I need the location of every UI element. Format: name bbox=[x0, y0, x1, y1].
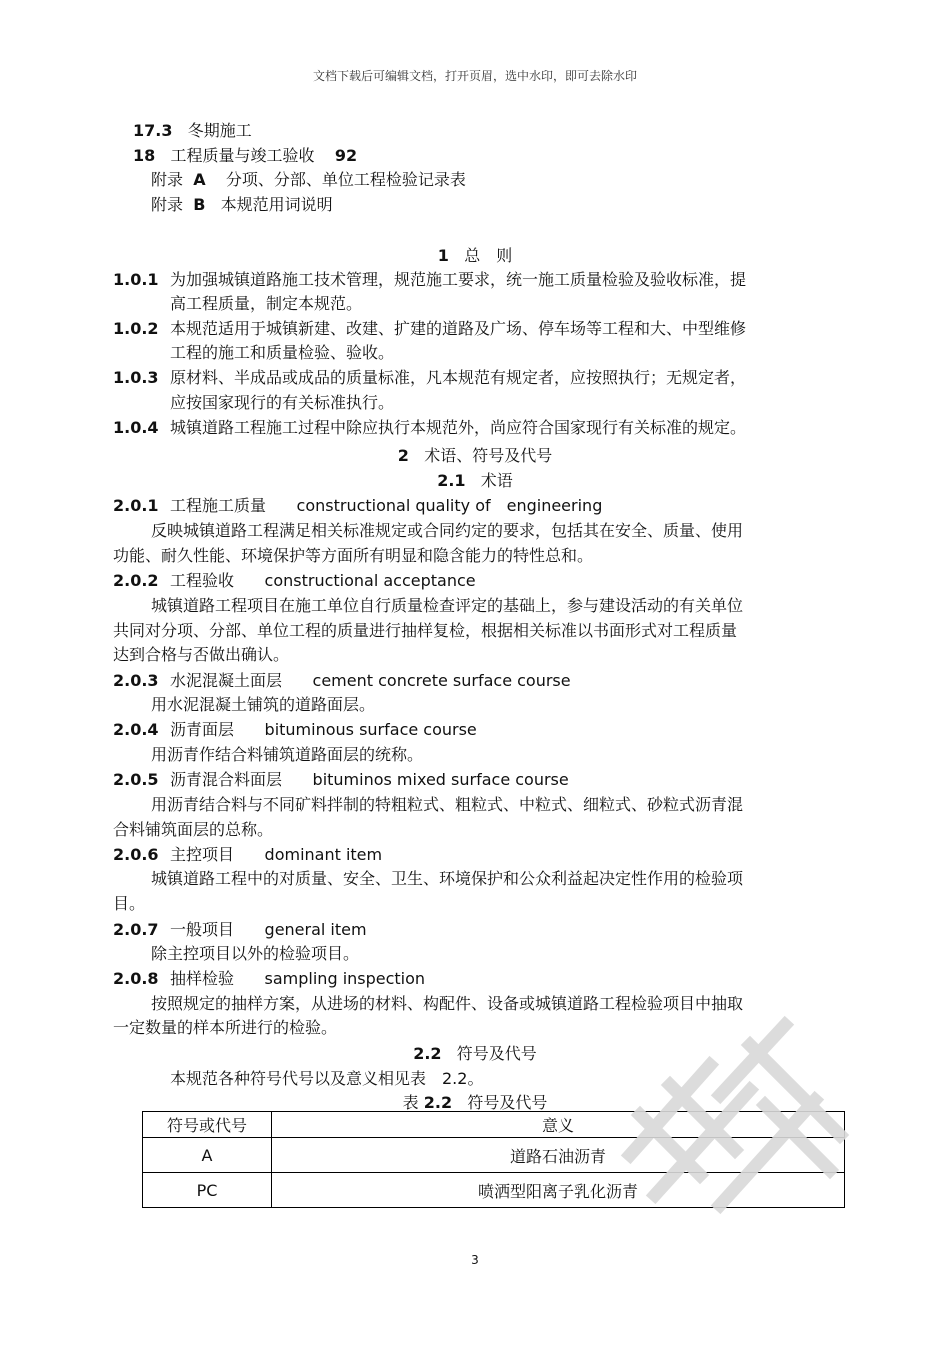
section-intro: 本规范各种符号代号以及意义相见表 2.2。 bbox=[170, 1069, 484, 1088]
section-num: 2.1 bbox=[437, 471, 466, 490]
toc-title: 工程质量与竣工验收 bbox=[170, 146, 315, 165]
term-en: constructional acceptance bbox=[264, 571, 476, 590]
term-en: general item bbox=[264, 920, 367, 939]
clause-text: 为加强城镇道路施工技术管理，规范施工要求，统一施工质量检验及验收标准，提 bbox=[170, 270, 747, 289]
term-cn: 一般项目 bbox=[170, 920, 235, 939]
term-en: constructional quality of engineering bbox=[296, 496, 603, 515]
term-definition: 用沥青作结合料铺筑道路面层的统称。 bbox=[151, 745, 424, 764]
term-num: 2.0.6 bbox=[113, 845, 159, 864]
toc-entry bbox=[133, 118, 252, 141]
chapter-1-heading bbox=[0, 243, 950, 266]
term-definition: 反映城镇道路工程满足相关标准规定或合同约定的要求，包括其在安全、质量、使用 bbox=[151, 521, 744, 540]
clause-num: 1.0.3 bbox=[113, 368, 159, 387]
toc-prefix: 附录 bbox=[151, 195, 184, 214]
page-number: 3 bbox=[471, 1253, 479, 1267]
clause-continuation: 应按国家现行的有关标准执行。 bbox=[170, 393, 395, 412]
chapter-2-heading bbox=[0, 443, 950, 466]
term-definition: 除主控项目以外的检验项目。 bbox=[151, 944, 360, 963]
table-header-cell: 符号或代号 bbox=[143, 1112, 272, 1138]
term-definition: 用水泥混凝土铺筑的道路面层。 bbox=[151, 695, 376, 714]
term-en: sampling inspection bbox=[264, 969, 426, 988]
term-2-0-2 bbox=[113, 568, 476, 591]
toc-title: 分项、分部、单位工程检验记录表 bbox=[225, 170, 466, 189]
section-2-1-heading bbox=[0, 468, 950, 491]
toc-num: 18 bbox=[133, 146, 156, 165]
clause-continuation: 高工程质量，制定本规范。 bbox=[170, 294, 363, 313]
section-num: 2.2 bbox=[413, 1044, 442, 1063]
toc-num: A bbox=[193, 170, 206, 189]
term-2-0-3 bbox=[113, 668, 571, 691]
term-2-0-5 bbox=[113, 767, 569, 790]
section-title: 术语 bbox=[480, 471, 513, 490]
term-definition: 按照规定的抽样方案，从进场的材料、构配件、设备或城镇道路工程检验项目中抽取 bbox=[151, 994, 744, 1013]
term-2-0-7 bbox=[113, 917, 367, 940]
chapter-title: 术语、符号及代号 bbox=[424, 446, 553, 465]
clause-1-0-3 bbox=[113, 368, 746, 388]
term-cn: 水泥混凝土面层 bbox=[170, 671, 283, 690]
term-2-0-6 bbox=[113, 842, 382, 865]
clause-num: 1.0.4 bbox=[113, 418, 159, 437]
toc-entry bbox=[133, 143, 357, 166]
term-cn: 沥青面层 bbox=[170, 720, 235, 739]
term-definition: 合料铺筑面层的总称。 bbox=[113, 820, 274, 839]
term-definition: 目。 bbox=[113, 894, 146, 913]
term-definition: 城镇道路工程项目在施工单位自行质量检查评定的基础上，参与建设活动的有关单位 bbox=[151, 596, 744, 615]
table-cell: PC bbox=[143, 1173, 272, 1208]
term-en: bituminos mixed surface course bbox=[312, 770, 569, 789]
table-cell: A bbox=[143, 1138, 272, 1173]
watermark-stroke bbox=[640, 1115, 700, 1175]
term-definition: 城镇道路工程中的对质量、安全、卫生、环境保护和公众利益起决定性作用的检验项 bbox=[151, 869, 744, 888]
clause-text: 本规范适用于城镇新建、改建、扩建的道路及广场、停车场等工程和大、中型维修 bbox=[170, 319, 747, 338]
chapter-title: 总 则 bbox=[464, 246, 513, 265]
term-cn: 抽样检验 bbox=[170, 969, 235, 988]
term-en: cement concrete surface course bbox=[312, 671, 571, 690]
toc-title: 本规范用词说明 bbox=[220, 195, 333, 214]
toc-prefix: 附录 bbox=[151, 170, 184, 189]
term-2-0-4 bbox=[113, 717, 477, 740]
section-title: 符号及代号 bbox=[456, 1044, 537, 1063]
clause-continuation: 工程的施工和质量检验、验收。 bbox=[170, 343, 395, 362]
term-definition: 共同对分项、分部、单位工程的质量进行抽样复检，根据相关标准以书面形式对工程质量 bbox=[113, 621, 738, 640]
caption-prefix: 表 bbox=[402, 1093, 419, 1112]
clause-1-0-4 bbox=[113, 418, 746, 438]
term-num: 2.0.1 bbox=[113, 496, 159, 515]
term-cn: 主控项目 bbox=[170, 845, 235, 864]
term-num: 2.0.4 bbox=[113, 720, 159, 739]
clause-1-0-2 bbox=[113, 319, 746, 339]
watermark-stamp bbox=[600, 1005, 860, 1235]
chapter-num: 1 bbox=[437, 246, 449, 265]
caption-title: 符号及代号 bbox=[467, 1093, 548, 1112]
term-num: 2.0.2 bbox=[113, 571, 159, 590]
toc-entry bbox=[151, 192, 333, 215]
term-definition: 用沥青结合料与不同矿料拌制的特粗粒式、粗粒式、中粒式、细粒式、砂粒式沥青混 bbox=[151, 795, 744, 814]
clause-num: 1.0.2 bbox=[113, 319, 159, 338]
term-definition: 功能、耐久性能、环境保护等方面所有明显和隐含能力的特性总和。 bbox=[113, 546, 594, 565]
clause-text: 城镇道路工程施工过程中除应执行本规范外，尚应符合国家现行有关标准的规定。 bbox=[170, 418, 747, 437]
term-2-0-8 bbox=[113, 966, 425, 989]
term-2-0-1 bbox=[113, 493, 602, 516]
term-cn: 工程施工质量 bbox=[170, 496, 267, 515]
term-num: 2.0.5 bbox=[113, 770, 159, 789]
toc-entry bbox=[151, 167, 466, 190]
term-cn: 工程验收 bbox=[170, 571, 235, 590]
term-en: bituminous surface course bbox=[264, 720, 477, 739]
toc-num: 17.3 bbox=[133, 121, 173, 140]
term-cn: 沥青混合料面层 bbox=[170, 770, 283, 789]
toc-page: 92 bbox=[334, 146, 358, 165]
term-num: 2.0.3 bbox=[113, 671, 159, 690]
clause-text: 原材料、半成品或成品的质量标准，凡本规范有规定者，应按照执行；无规定者， bbox=[170, 368, 747, 387]
caption-num: 2.2 bbox=[423, 1093, 453, 1112]
table-cell: 道路石油沥青 bbox=[272, 1138, 845, 1173]
term-definition: 达到合格与否做出确认。 bbox=[113, 645, 290, 664]
toc-title: 冬期施工 bbox=[187, 121, 252, 140]
clause-num: 1.0.1 bbox=[113, 270, 159, 289]
term-en: dominant item bbox=[264, 845, 383, 864]
clause-1-0-1 bbox=[113, 270, 746, 290]
chapter-num: 2 bbox=[397, 446, 409, 465]
toc-num: B bbox=[193, 195, 206, 214]
header-note: 文档下载后可编辑文档，打开页眉，选中水印，即可去除水印 bbox=[312, 69, 637, 83]
table-header-cell: 意义 bbox=[272, 1112, 845, 1138]
term-num: 2.0.7 bbox=[113, 920, 159, 939]
term-num: 2.0.8 bbox=[113, 969, 159, 988]
table-cell: 喷洒型阳离子乳化沥青 bbox=[272, 1173, 845, 1208]
term-definition: 一定数量的样本所进行的检验。 bbox=[113, 1018, 338, 1037]
